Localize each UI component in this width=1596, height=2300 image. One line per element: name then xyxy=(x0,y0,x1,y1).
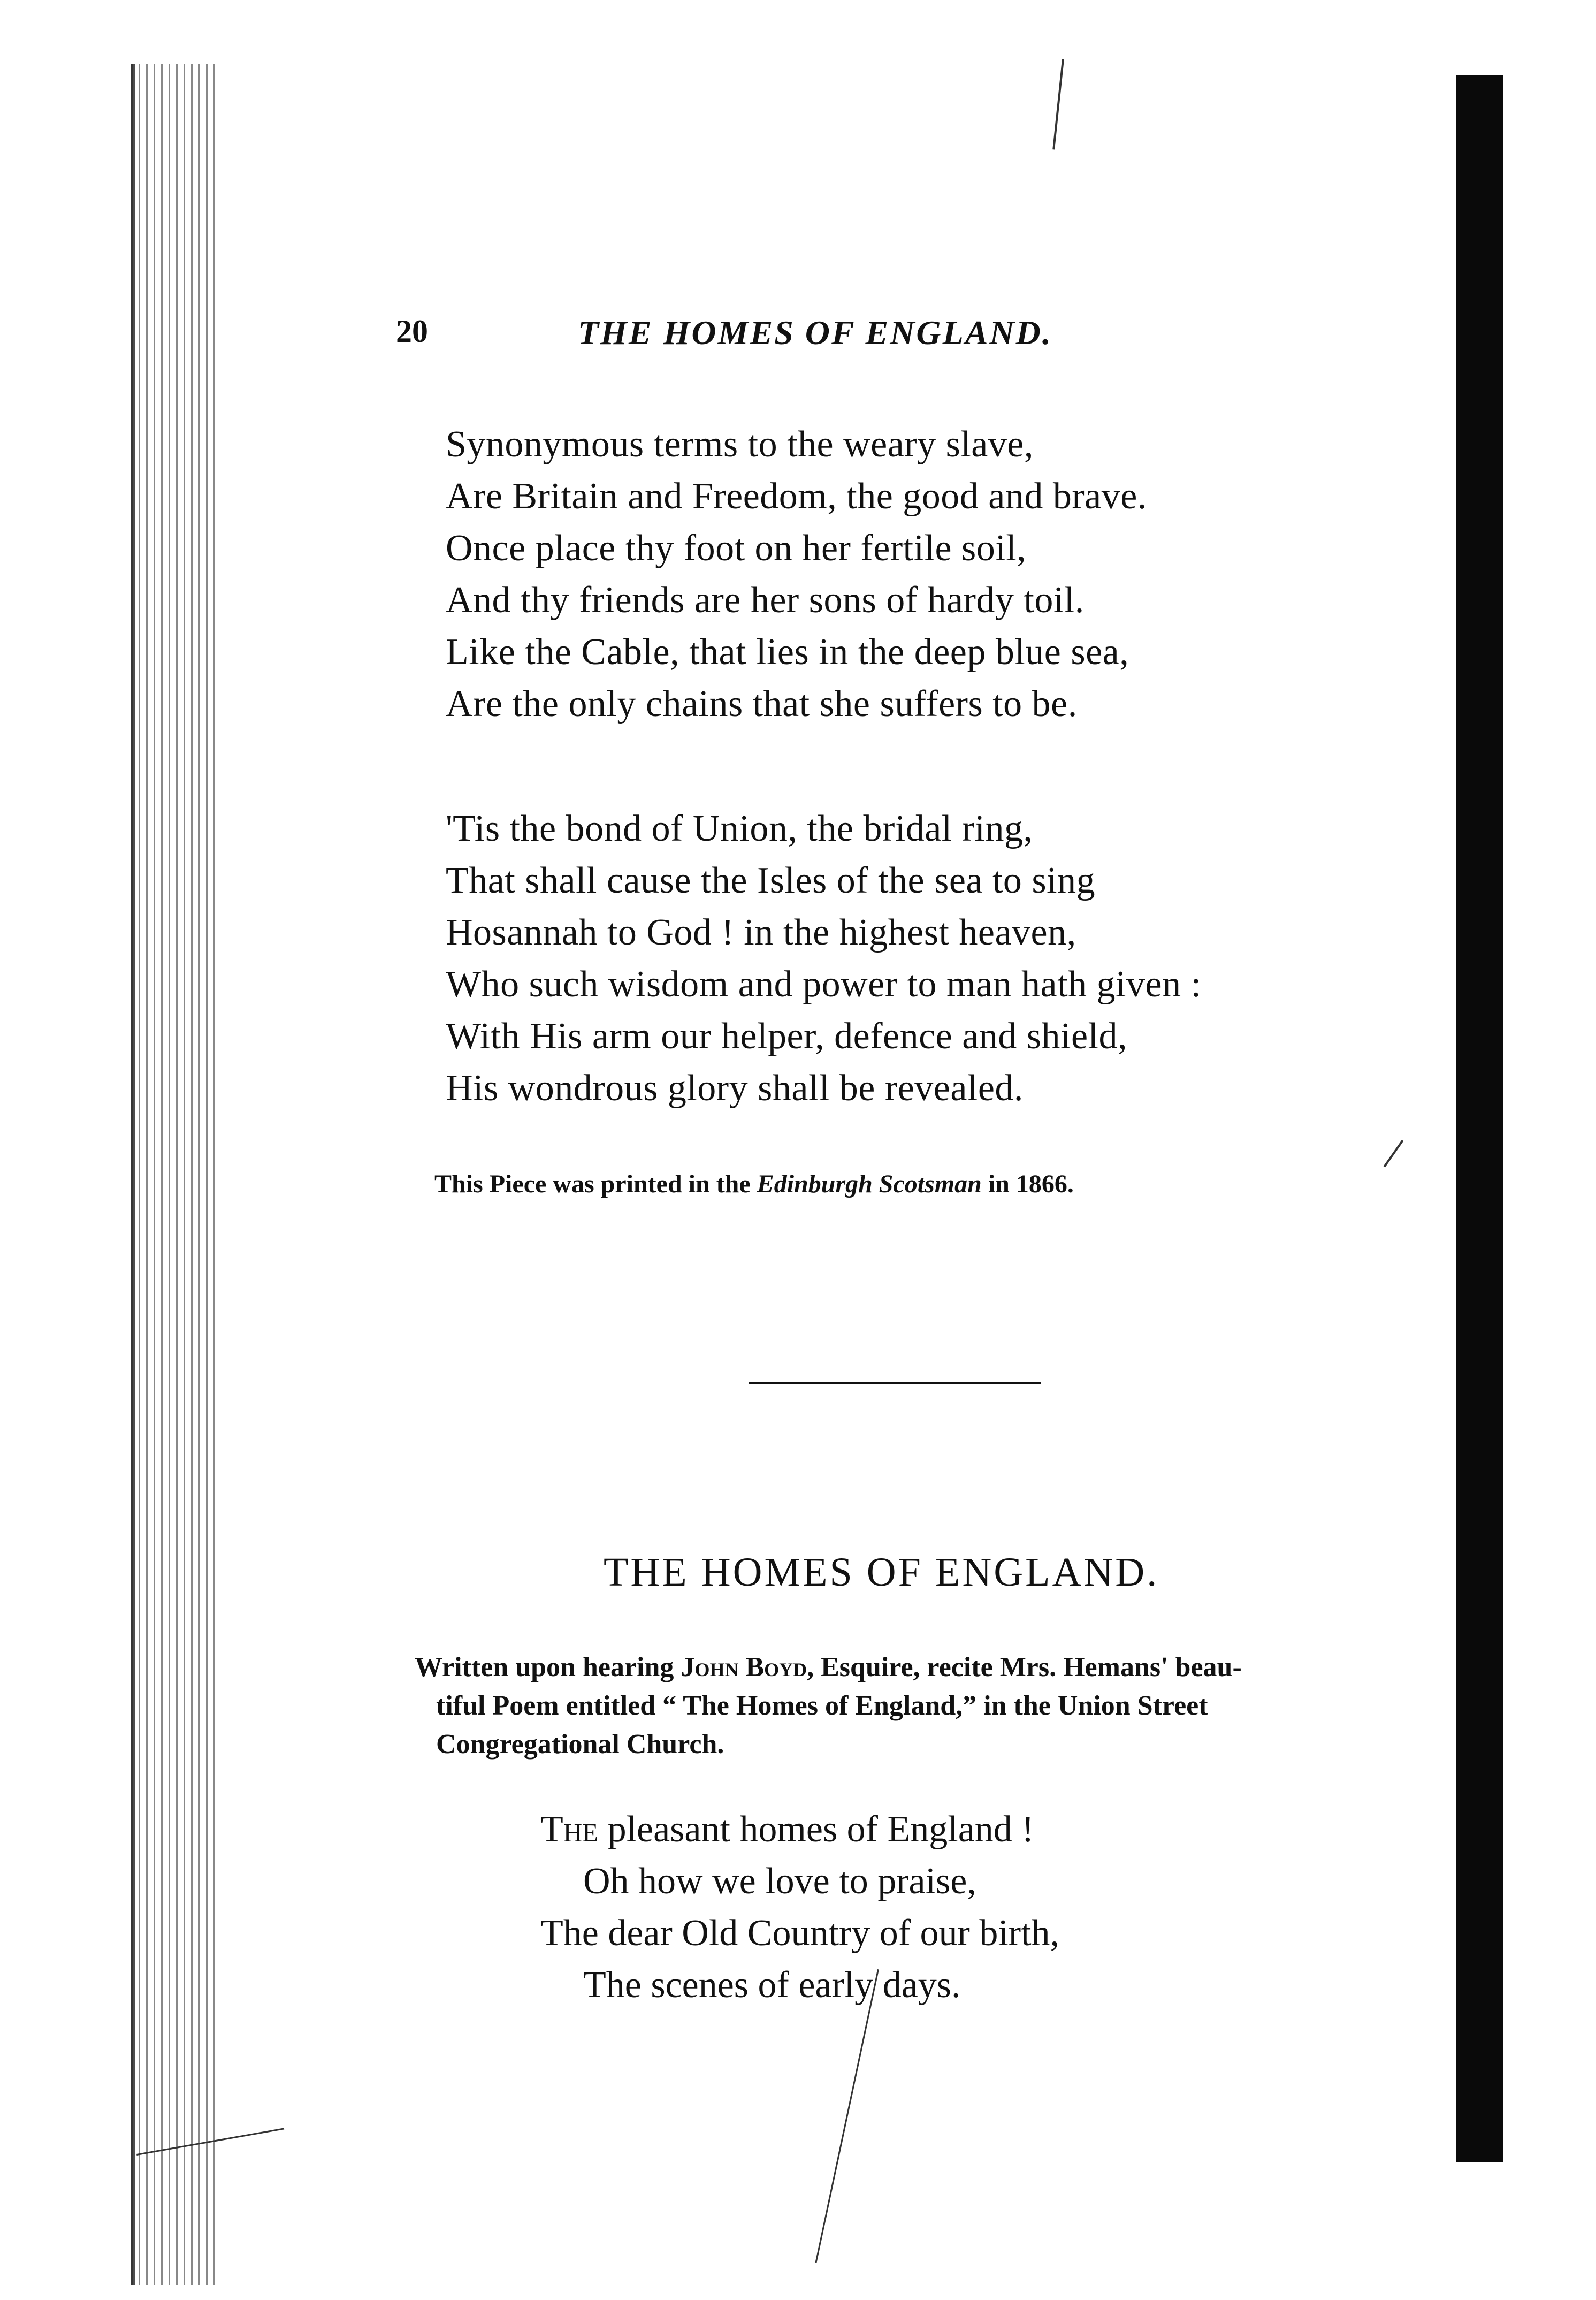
second-poem-stanza xyxy=(540,1803,1059,2011)
verse-line xyxy=(540,1803,1059,1855)
verse-text: pleasant homes of England ! xyxy=(598,1809,1034,1850)
verse-line: Who such wisdom and power to man hath given : xyxy=(446,964,1202,1005)
verse-line: And thy friends are her sons of hardy toil. xyxy=(446,580,1085,621)
verse-line: Synonymous terms to the weary slave, xyxy=(446,424,1034,465)
scan-mark xyxy=(1052,59,1064,149)
verse-line: 'Tis the bond of Union, the bridal ring, xyxy=(446,808,1033,849)
poem-title: THE HOMES OF ENGLAND. xyxy=(604,1550,1159,1595)
stanza-2 xyxy=(446,803,1202,1114)
verse-line: Oh how we love to praise, xyxy=(583,1861,976,1902)
publication-note xyxy=(434,1169,1074,1199)
note-text: in 1866. xyxy=(981,1170,1074,1198)
verse-line: Are the only chains that she suffers to be. xyxy=(446,683,1078,725)
subtitle-text: Written upon hearing xyxy=(415,1652,681,1682)
verse-line: Like the Cable, that lies in the deep blue sea, xyxy=(446,631,1129,673)
verse-line: With His arm our helper, defence and shield, xyxy=(446,1016,1128,1057)
running-head: THE HOMES OF ENGLAND. xyxy=(578,314,1052,352)
right-page-edge-shadow xyxy=(1456,75,1503,2162)
subtitle-text: , Esquire, recite Mrs. Hemans' beau- xyxy=(807,1652,1242,1682)
verse-line: The dear Old Country of our birth, xyxy=(540,1913,1060,1954)
note-text: This Piece was printed in the xyxy=(434,1170,757,1198)
verse-line: The scenes of early days. xyxy=(583,1964,961,2006)
subtitle-line: Congregational Church. xyxy=(436,1729,724,1760)
scan-mark xyxy=(1384,1140,1404,1167)
verse-line: Hosannah to God ! in the highest heaven, xyxy=(446,912,1076,953)
subtitle-line xyxy=(415,1648,1410,1687)
verse-line: His wondrous glory shall be revealed. xyxy=(446,1068,1024,1109)
page-binding-gutter xyxy=(131,64,217,2285)
page-header xyxy=(396,313,1359,361)
author-name: John Boyd xyxy=(681,1652,807,1682)
publication-name: Edinburgh Scotsman xyxy=(757,1170,982,1198)
verse-line: Once place thy foot on her fertile soil, xyxy=(446,528,1027,569)
subtitle-line: tiful Poem entitled “ The Homes of England,” in the Union Street xyxy=(436,1690,1208,1721)
page-number: 20 xyxy=(396,314,428,349)
verse-line: Are Britain and Freedom, the good and brave. xyxy=(446,476,1147,517)
verse-line: That shall cause the Isles of the sea to sing xyxy=(446,860,1096,901)
scan-mark xyxy=(815,1969,879,2263)
section-divider xyxy=(749,1382,1041,1384)
poem-subtitle xyxy=(415,1648,1410,1764)
stanza-1 xyxy=(446,418,1147,730)
binding-edge xyxy=(131,64,135,2285)
first-word: The xyxy=(540,1809,599,1850)
